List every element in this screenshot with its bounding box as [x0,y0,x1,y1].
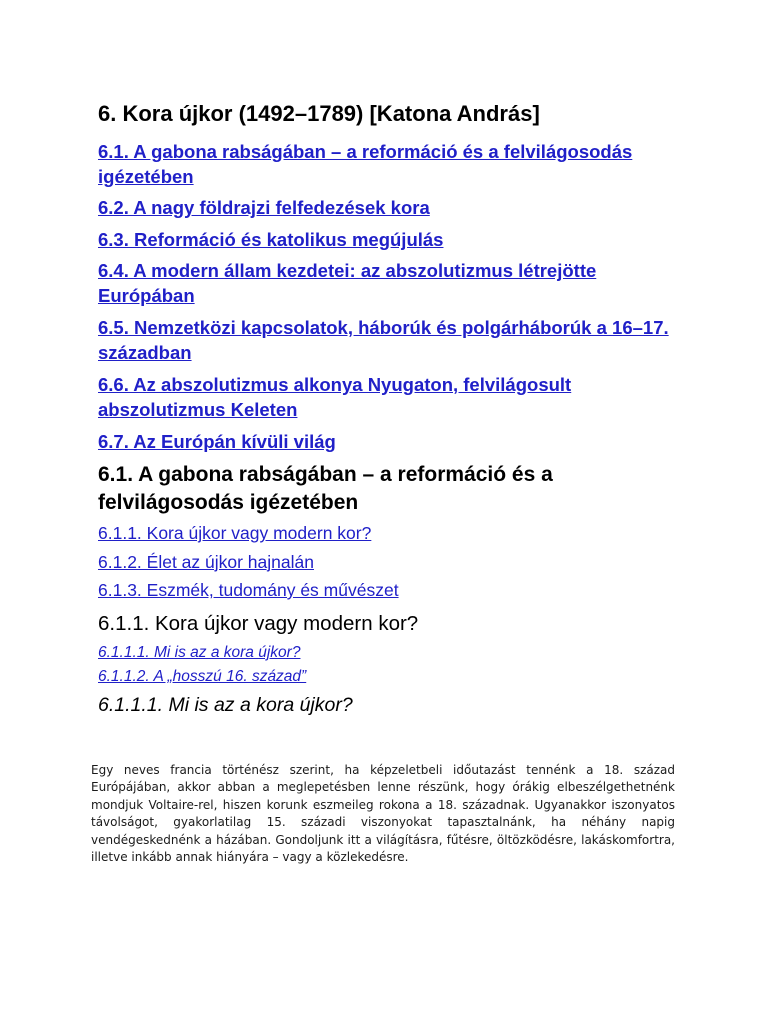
toc-entry-6-1 [98,139,698,189]
toc-entry-6-5 [98,315,698,365]
toc-link-6-1-1-2[interactable]: 6.1.1.2. A „hosszú 16. század” [98,668,307,685]
toc-link-6-7[interactable]: 6.7. Az Európán kívüli világ [98,431,336,452]
toc-link-6-3[interactable]: 6.3. Reformáció és katolikus megújulás [98,229,444,250]
subsubsection-heading: 6.1.1.1. Mi is az a kora újkor? [98,694,353,716]
toc-link-6-1-3[interactable]: 6.1.3. Eszmék, tudomány és művészet [98,580,399,600]
body-paragraph: Egy neves francia történész szerint, ha képzeletbeli időutazást tennénk a 18. század Európájában, akkor abban a meglepetésben lenne részünk, hogy órákig elbeszélgethetnénk mondjuk Voltaire-rel, hiszen korunk eszmeileg rokona a 18. századnak. Ugyanakkor iszonyatos távolságot, gyakorlatilag 15. századi viszonyokat tapasztalnánk, ha néhány napig vendégeskednénk a házában. Gondoljunk itt a világításra, fűtésre, öltözködésre, lakáskomfortra, illetve inkább annak hiányára – vagy a közlekedésre. [91,763,675,865]
subsection-heading: 6.1.1. Kora újkor vagy modern kor? [98,612,419,635]
toc-link-6-4[interactable]: 6.4. A modern állam kezdetei: az abszolutizmus létrejötte Európában [98,260,597,306]
toc-entry-6-6 [98,372,698,422]
toc-entry-6-4 [98,258,698,308]
toc-entry-6-3 [98,227,698,252]
section-heading: 6.1. A gabona rabságában – a reformáció és a felvilágosodás igézetében [98,463,553,514]
toc-link-6-1-2[interactable]: 6.1.2. Élet az újkor hajnalán [98,552,314,572]
toc-link-6-1[interactable]: 6.1. A gabona rabságában – a reformáció és a felvilágosodás igézetében [98,141,633,187]
toc-entry-6-2 [98,195,698,220]
toc-link-6-6[interactable]: 6.6. Az abszolutizmus alkonya Nyugaton, felvilágosult abszolutizmus Keleten [98,374,572,420]
page-title: 6. Kora újkor (1492–1789) [Katona András] [98,101,540,126]
toc-entry-6-7 [98,429,698,454]
toc-link-6-5[interactable]: 6.5. Nemzetközi kapcsolatok, háborúk és polgárháborúk a 16–17. században [98,317,669,363]
toc-link-6-2[interactable]: 6.2. A nagy földrajzi felfedezések kora [98,197,430,218]
toc-link-6-1-1[interactable]: 6.1.1. Kora újkor vagy modern kor? [98,523,372,543]
toc-link-6-1-1-1[interactable]: 6.1.1.1. Mi is az a kora újkor? [98,644,301,661]
